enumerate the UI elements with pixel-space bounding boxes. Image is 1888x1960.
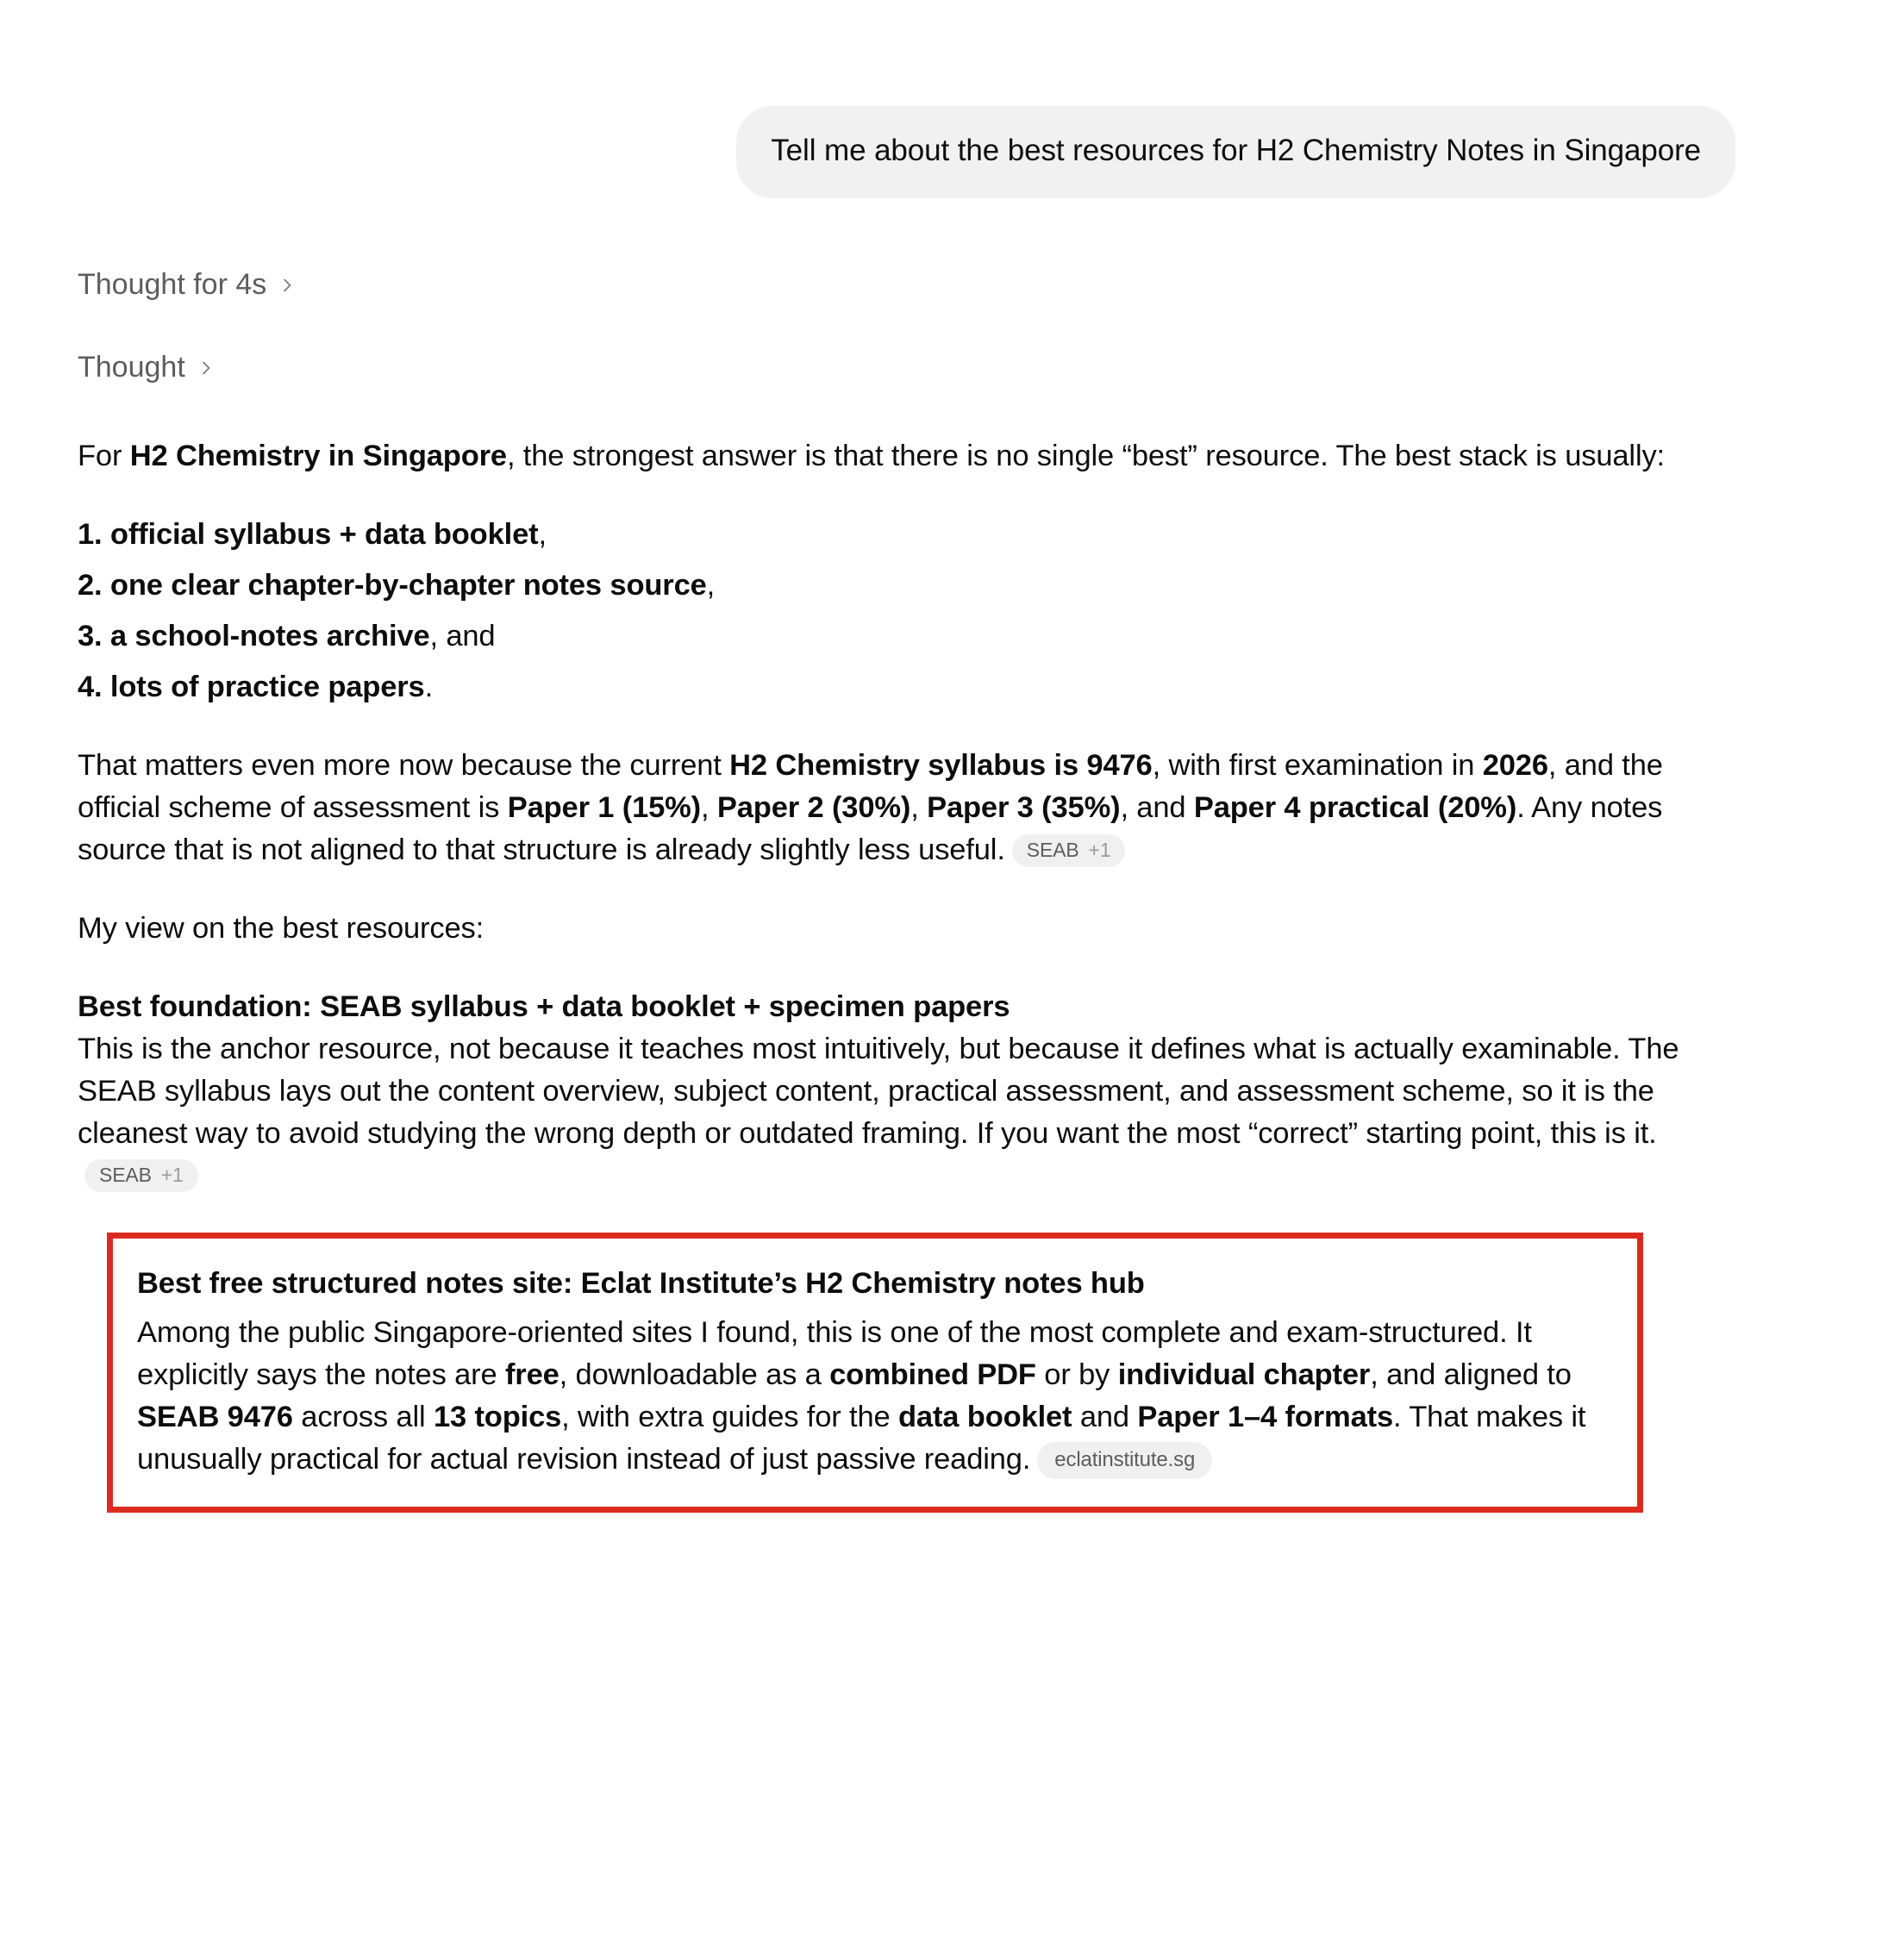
- numbered-list: [78, 514, 1741, 708]
- thought-duration-label: Thought for 4s: [78, 267, 267, 301]
- user-message-row: [0, 0, 1888, 198]
- text-run: , and: [1120, 790, 1194, 824]
- highlighted-recommendation-box: [107, 1233, 1643, 1513]
- thought-for-4s-toggle[interactable]: [78, 267, 296, 301]
- intro-rest: , the strongest answer is that there is no single “best” resource. The best stack is usually:: [506, 439, 1665, 472]
- text-run: and: [1072, 1401, 1138, 1434]
- list-item: [78, 514, 1741, 556]
- text-run: ,: [701, 790, 717, 824]
- highlighted-heading: Best free structured notes site: Eclat Institute’s H2 Chemistry notes hub: [137, 1267, 1145, 1301]
- list-item-bold: 1. official syllabus + data booklet: [78, 517, 539, 551]
- citation-chip[interactable]: [84, 1159, 198, 1192]
- text-run: , with first examination in: [1152, 748, 1483, 782]
- citation-extra-count: +1: [160, 1164, 184, 1187]
- thought-toggle[interactable]: [78, 350, 215, 384]
- citation-source-label: SEAB: [99, 1164, 152, 1187]
- text-run: , with extra guides for the: [561, 1401, 898, 1434]
- list-item: [78, 615, 1741, 658]
- citation-source-label: SEAB: [1026, 838, 1079, 861]
- list-item-tail: ,: [706, 568, 716, 602]
- bold-run: SEAB 9476: [137, 1401, 293, 1434]
- bold-run: Paper 4 practical (20%): [1193, 790, 1517, 824]
- text-run: ,: [910, 790, 928, 824]
- assistant-answer: [0, 435, 1888, 1514]
- text-run: , and the official scheme of assessment is: [78, 748, 1663, 824]
- bold-run: combined PDF: [829, 1358, 1036, 1392]
- highlighted-body: [137, 1312, 1637, 1481]
- bold-run: 13 topics: [433, 1401, 562, 1434]
- list-item: [78, 565, 1741, 607]
- list-item-bold: 2. one clear chapter-by-chapter notes source: [78, 568, 707, 602]
- chevron-right-icon: [278, 277, 296, 294]
- text-run: . That makes it unusually practical for actual revision instead of just passive reading.: [137, 1401, 1586, 1476]
- text-run: , and aligned to: [1370, 1358, 1572, 1392]
- bold-run: Paper 1 (15%): [507, 790, 702, 824]
- text-run: , downloadable as a: [559, 1358, 830, 1392]
- text-run: . Any notes source that is not aligned to that structure is already slightly less useful.: [78, 790, 1663, 866]
- bold-run: free: [504, 1358, 560, 1392]
- bold-run: Paper 1–4 formats: [1137, 1401, 1393, 1434]
- bold-run: individual chapter: [1117, 1358, 1371, 1392]
- citation-domain-label: eclatinstitute.sg: [1054, 1448, 1196, 1472]
- foundation-heading: Best foundation: SEAB syllabus + data booklet + specimen papers: [78, 989, 1010, 1023]
- foundation-body: [78, 1028, 1741, 1197]
- bold-run: H2 Chemistry syllabus is 9476: [729, 748, 1153, 782]
- text-run: across all: [292, 1401, 434, 1434]
- chevron-right-icon: [197, 359, 215, 377]
- text-run: or by: [1035, 1358, 1118, 1392]
- intro-prefix: For: [78, 439, 130, 472]
- text-run: This is the anchor resource, not because it teaches most intuitively, but because it defines what is actually examinable. The SEAB syllabus lays out the content overview, subject content, practical assessment, and assessment scheme, so it is the cleanest way to avoid studying the wrong depth or outdated framing. If you want the most “correct” starting point, this is it.: [78, 1032, 1679, 1150]
- text-run: Among the public Singapore-oriented sites I found, this is one of the most complete and exam-structured. It explicitly says the notes are: [137, 1316, 1532, 1392]
- bold-run: 2026: [1482, 748, 1548, 782]
- list-item-tail: .: [424, 670, 434, 703]
- thought-toggles: [0, 198, 1888, 382]
- my-view-paragraph: My view on the best resources:: [78, 911, 485, 945]
- list-item: [78, 666, 1741, 708]
- bold-run: data booklet: [898, 1401, 1072, 1434]
- citation-extra-count: +1: [1088, 838, 1111, 861]
- citation-chip[interactable]: [1012, 834, 1126, 867]
- text-run: That matters even more now because the current: [78, 748, 730, 782]
- list-item-tail: , and: [429, 619, 496, 652]
- intro-paragraph: [78, 435, 1741, 478]
- bold-run: Paper 3 (35%): [927, 790, 1121, 824]
- bold-run: Paper 2 (30%): [716, 790, 911, 824]
- intro-bold: H2 Chemistry in Singapore: [129, 439, 507, 472]
- thought-label: Thought: [78, 350, 185, 384]
- list-item-bold: 4. lots of practice papers: [78, 670, 425, 703]
- user-message-bubble: Tell me about the best resources for H2 Chemistry Notes in Singapore: [736, 106, 1735, 198]
- list-item-tail: ,: [538, 517, 547, 551]
- list-item-bold: 3. a school-notes archive: [78, 619, 430, 652]
- syllabus-paragraph: [78, 745, 1741, 871]
- citation-chip-domain[interactable]: [1037, 1442, 1212, 1479]
